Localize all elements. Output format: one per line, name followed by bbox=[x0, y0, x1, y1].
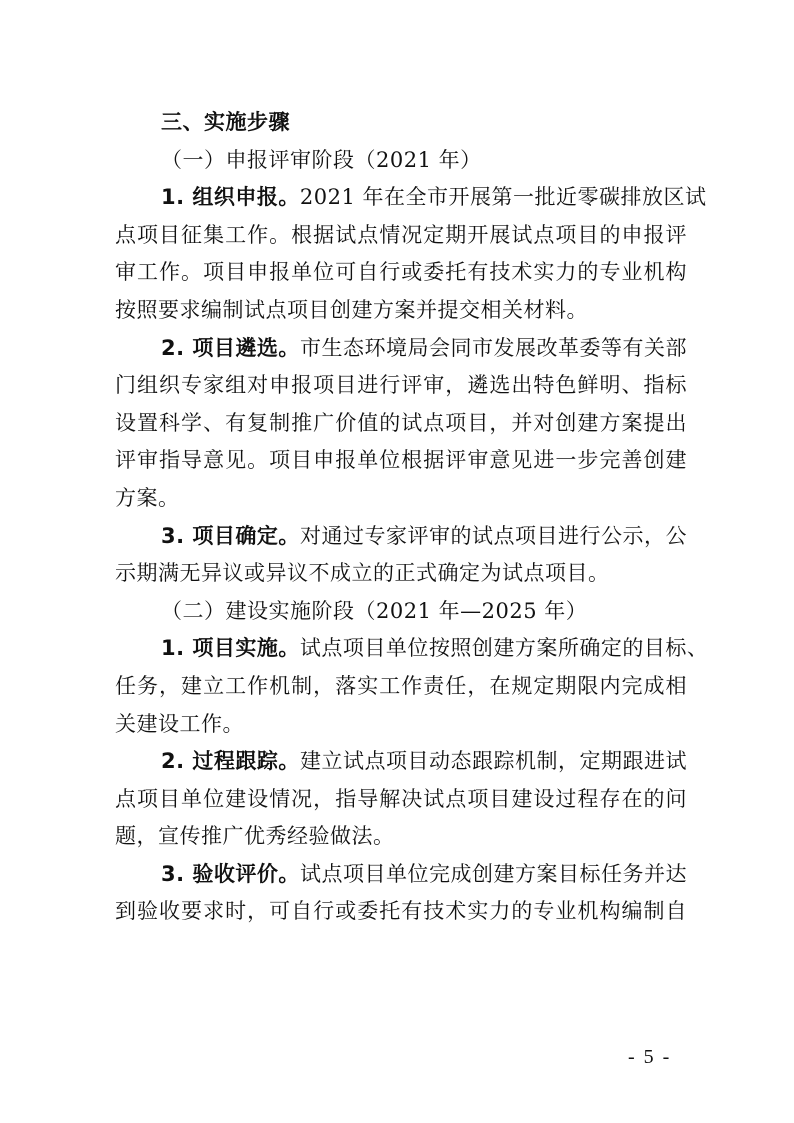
item-1-3-line-1: 3. 项目确定。对通过专家评审的试点项目进行公示，公 bbox=[161, 523, 688, 548]
item-1-2-line-1: 2. 项目遴选。市生态环境局会同市发展改革委等有关部 bbox=[161, 335, 688, 360]
section-heading: 三、实施步骤 bbox=[161, 110, 290, 134]
item-2-3-line-1: 3. 验收评价。试点项目单位完成创建方案目标任务并达 bbox=[161, 861, 688, 886]
document-body bbox=[115, 104, 709, 931]
phase-2-heading: （二）建设实施阶段（2021 年—2025 年） bbox=[161, 598, 588, 623]
item-title: 2. 过程跟踪。 bbox=[161, 749, 300, 774]
paragraph-line: 点项目单位建设情况，指导解决试点项目建设过程存在的问 bbox=[115, 786, 687, 811]
phase-1-heading: （一）申报评审阶段（2021 年） bbox=[161, 147, 482, 172]
page-number: - 5 - bbox=[628, 1046, 672, 1068]
paragraph-line: 审工作。项目申报单位可自行或委托有技术实力的专业机构 bbox=[115, 260, 687, 285]
item-2-1-line-1: 1. 项目实施。试点项目单位按照创建方案所确定的目标、 bbox=[161, 636, 709, 661]
item-title: 1. 项目实施。 bbox=[161, 636, 300, 661]
paragraph-line: 关建设工作。 bbox=[115, 711, 244, 736]
paragraph-line: 方案。 bbox=[115, 485, 180, 510]
paragraph-line: 门组织专家组对申报项目进行评审，遴选出特色鲜明、指标 bbox=[115, 373, 687, 398]
item-title: 2. 项目遴选。 bbox=[161, 335, 300, 360]
paragraph-line: 点项目征集工作。根据试点情况定期开展试点项目的申报评 bbox=[115, 222, 687, 247]
paragraph-line: 题，宣传推广优秀经验做法。 bbox=[115, 824, 395, 849]
paragraph-line: 按照要求编制试点项目创建方案并提交相关材料。 bbox=[115, 297, 588, 322]
paragraph-line: 到验收要求时，可自行或委托有技术实力的专业机构编制自 bbox=[115, 899, 687, 924]
item-title: 1. 组织申报。 bbox=[161, 185, 300, 210]
item-title: 3. 项目确定。 bbox=[161, 523, 300, 548]
paragraph-line: 任务，建立工作机制，落实工作责任，在规定期限内完成相 bbox=[115, 673, 687, 698]
paragraph-line: 评审指导意见。项目申报单位根据评审意见进一步完善创建 bbox=[115, 448, 687, 473]
item-1-1-line-1: 1. 组织申报。2021 年在全市开展第一批近零碳排放区试 bbox=[161, 185, 707, 210]
item-2-2-line-1: 2. 过程跟踪。建立试点项目动态跟踪机制，定期跟进试 bbox=[161, 749, 688, 774]
item-title: 3. 验收评价。 bbox=[161, 861, 300, 886]
paragraph-line: 示期满无异议或异议不成立的正式确定为试点项目。 bbox=[115, 561, 610, 586]
paragraph-line: 设置科学、有复制推广价值的试点项目，并对创建方案提出 bbox=[115, 410, 687, 435]
